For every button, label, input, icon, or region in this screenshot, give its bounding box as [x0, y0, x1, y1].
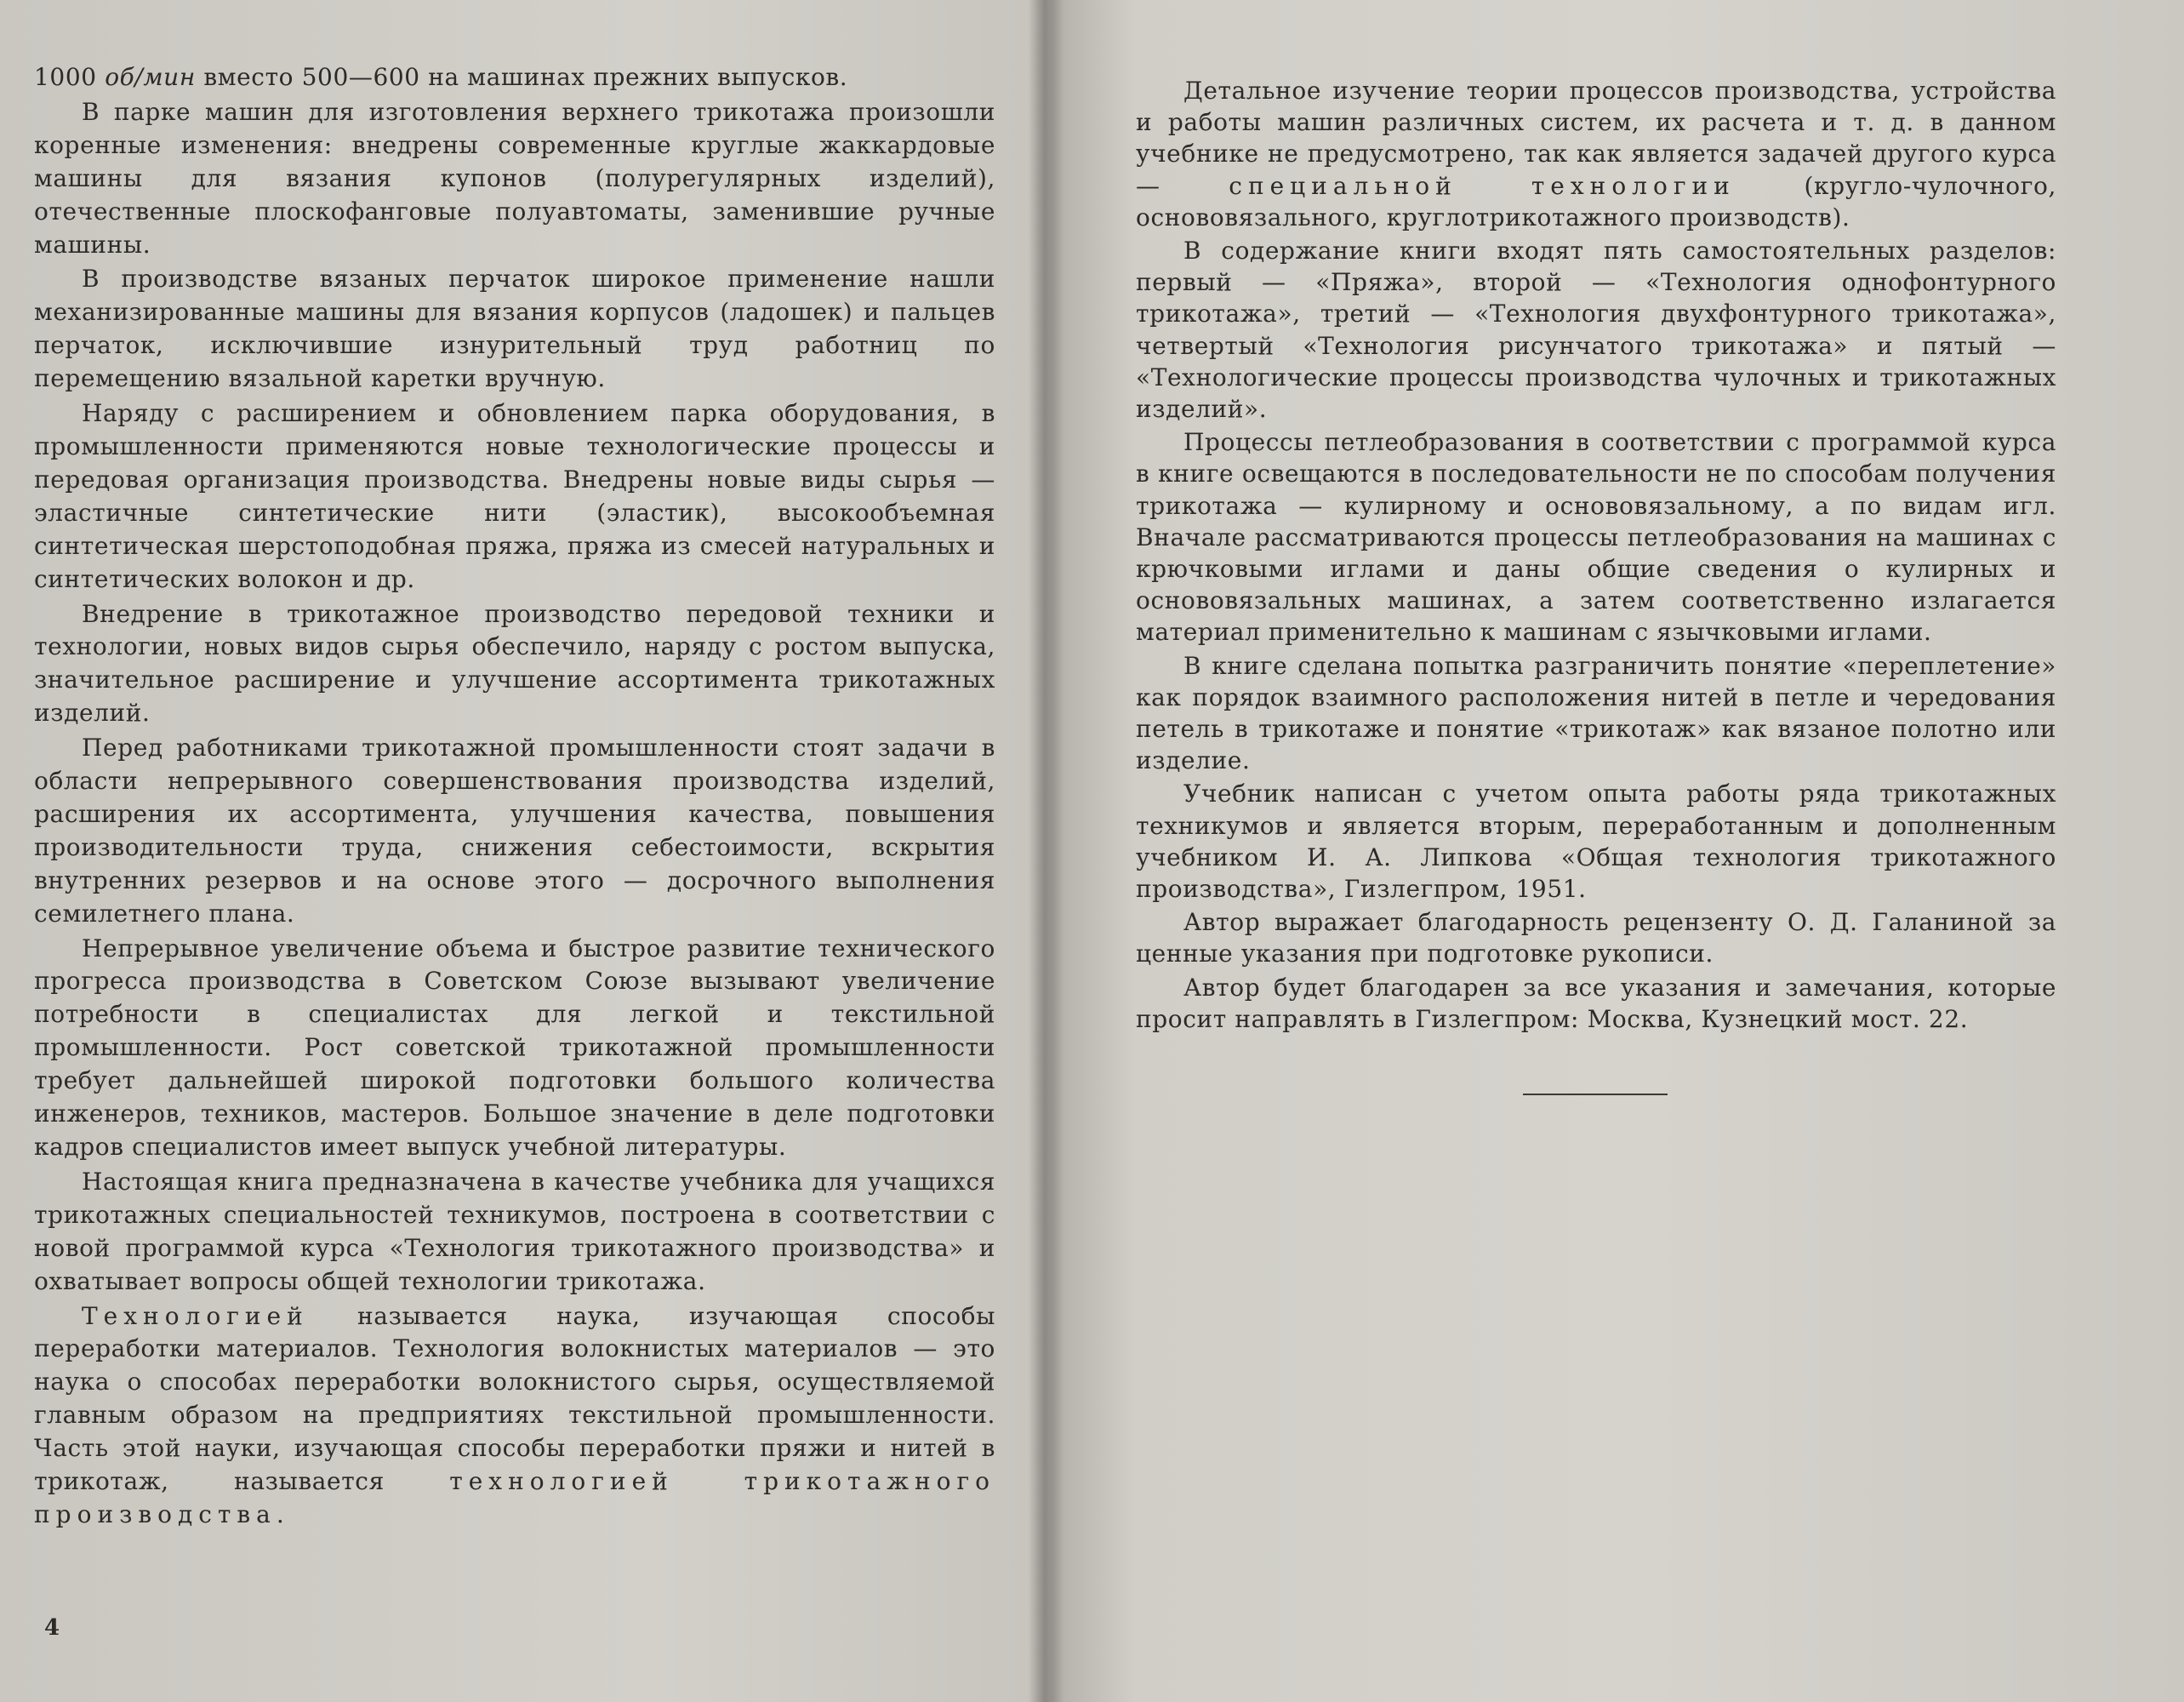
- intro-text: вместо 500—600 на машинах прежних выпусков.: [195, 63, 848, 91]
- paragraph-machine-park: В парке машин для изготовления верхнего трикотажа произошли коренные изменения: внедрены современные круглые жаккардовые машины для вязания купонов (полурегулярных изделий), отечественные плоскофанговые полуавтоматы, заменившие ручные машины.: [34, 97, 995, 259]
- paragraph-book-purpose: Настоящая книга предназначена в качестве учебника для учащихся трикотажных специальностей техникумов, построена в соответствии с новой программой курса «Технология трикотажного производства» и охватывает вопросы общей технологии трикотажа.: [34, 1167, 995, 1295]
- end-divider: [1523, 1094, 1668, 1095]
- paragraph-assortment: Внедрение в трикотажное производство передовой техники и технологии, новых видов сырья обеспечило, наряду с ростом выпуска, значительное расширение и улучшение ассортимента трикотажных изделий.: [34, 599, 995, 728]
- intro-number: 1000: [34, 63, 97, 91]
- definition-text: называется наука, изучающая способы переработки материалов. Технология волокнистых материалов — это наука о способах переработки волокнистого сырья, осуществляемой главным образом на предприятиях текстильной промышленности. Часть этой науки, изучающая способы переработки пряжи и нитей в трикотаж, называется: [34, 1301, 995, 1496]
- paragraph-acknowledgement: Автор выражает благодарность рецензенту О. Д. Галаниной за ценные указания при подготовке рукописи.: [1136, 908, 2056, 968]
- paragraph-gloves: В производстве вязаных перчаток широкое применение нашли механизированные машины для вязания корпусов (ладошек) и пальцев перчаток, исключившие изнурительный труд работниц по перемещению вязальной каретки вручную.: [34, 265, 995, 393]
- book-gutter: [1029, 0, 1063, 1702]
- page-number: 4: [44, 1615, 60, 1641]
- paragraph-technology-definition: [34, 1300, 995, 1532]
- intro-unit: об/мин: [105, 63, 196, 91]
- paragraph-contents: В содержание книги входят пять самостоятельных разделов: первый — «Пряжа», второй — «Технология однофонтурного трикотажа», третий — «Технология двухфонтурного трикотажа», четвертый «Технология рисунчатого трикотажа» и пятый — «Технологические процессы производства чулочных и трикотажных изделий».: [1136, 237, 2056, 424]
- intro-paragraph: [34, 61, 995, 94]
- definition-end: .: [276, 1499, 285, 1528]
- paragraph-specialists: Непрерывное увеличение объема и быстрое развитие технического прогресса производства в Советском Союзе вызывают увеличение потребности в специалистах для легкой и текстильной промышленности. Рост советской трикотажной промышленности требует дальнейшей широкой подготовки большого количества инженеров, техников, мастеров. Большое значение в деле подготовки кадров специалистов имеет выпуск учебной литературы.: [34, 934, 995, 1161]
- paragraph-tasks: Перед работниками трикотажной промышленности стоят задачи в области непрерывного совершенствования производства изделий, расширения их ассортимента, улучшения качества, повышения производительности труда, снижения себестоимости, вскрытия внутренних резервов и на основе этого — досрочного выполнения семилетнего плана.: [34, 734, 995, 928]
- paragraph-definitions: В книге сделана попытка разграничить понятие «переплетение» как порядок взаимного расположения нитей в петле и чередования петель в трикотаже и понятие «трикотаж» как вязаное полотно или изделие.: [1136, 651, 2056, 775]
- paragraph-scope: [1136, 75, 2056, 233]
- scope-text-end: (кругло-чулочного, основовязального, круглотрикотажного производств).: [1136, 171, 2056, 231]
- left-page: [0, 0, 1034, 1702]
- paragraph-feedback: Автор будет благодарен за все указания и замечания, которые просит направлять в Гизлегпром: Москва, Кузнецкий мост. 22.: [1136, 973, 2056, 1033]
- right-page: [1063, 0, 2184, 1702]
- paragraph-new-processes: Наряду с расширением и обновлением парка оборудования, в промышленности применяются новые технологические процессы и передовая организация производства. Внедрены новые виды сырья — эластичные синтетические нити (эластик), высокообъемная синтетическая шерстоподобная пряжа, пряжа из смесей натуральных и синтетических волокон и др.: [34, 399, 995, 593]
- term-special-technology: специальной технологии: [1229, 171, 1736, 200]
- paragraph-loop-formation: Процессы петлеобразования в соответствии с программой курса в книге освещаются в последовательности не по способам получения трикотажа — кулирному и основовязальному, а по видам игл. Вначале рассматриваются процессы петлеобразования на машинах с крючковыми иглами и даны общие сведения о кулирных и основовязальных машинах, а затем соответственно излагается материал применительно к машинам с язычковыми иглами.: [1136, 428, 2056, 647]
- paragraph-edition: Учебник написан с учетом опыта работы ряда трикотажных техникумов и является вторым, переработанным и дополненным учебником И. А. Липкова «Общая технология трикотажного производства», Гизлегпром, 1951.: [1136, 780, 2056, 904]
- term-knitting-technology: технологией трикотажного производства: [34, 1467, 996, 1528]
- term-technology: Технологией: [82, 1301, 309, 1330]
- scope-text: Детальное изучение теории процессов производства, устройства и работы машин различных систем, их расчета и т. д. в данном учебнике не предусмотрено, так как является задачей другого курса —: [1136, 77, 2056, 200]
